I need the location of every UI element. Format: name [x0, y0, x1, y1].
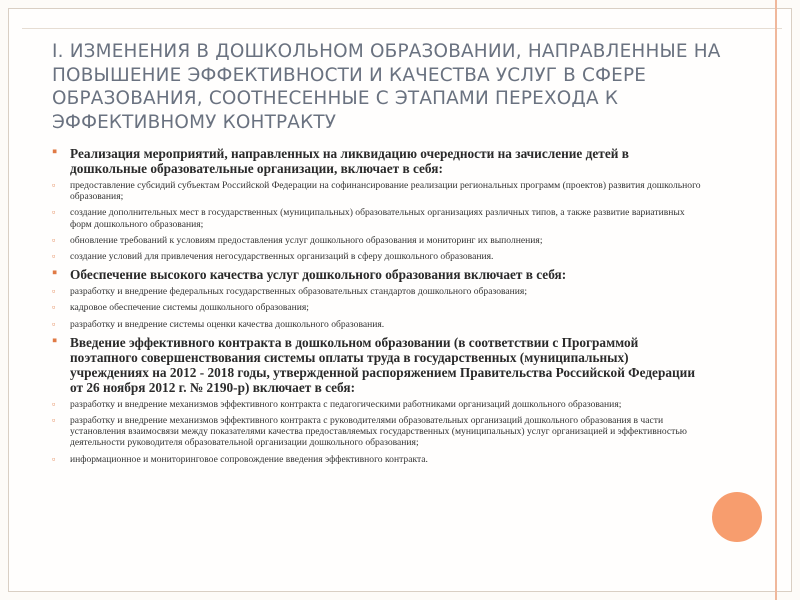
top-rule — [22, 28, 782, 29]
list-item — [52, 286, 702, 297]
list-item — [52, 415, 702, 449]
list-item-text: создание дополнительных мест в государственных (муниципальных) образовательных организациях различных типов, а также развитие вариативных форм дошкольного образования; — [70, 207, 685, 230]
bullet-icon: ▫ — [52, 415, 56, 426]
bullet-icon: ▫ — [52, 318, 56, 329]
bullet-icon: ▪ — [52, 144, 58, 160]
list-item — [52, 207, 702, 229]
bullet-icon: ▪ — [52, 332, 58, 349]
section-heading-text: Обеспечение высокого качества услуг дошкольного образования включает в себя: — [70, 267, 567, 283]
list-item-text: разработку и внедрение федеральных государственных образовательных стандартов дошкольного образования; — [70, 286, 527, 298]
section-heading — [52, 146, 702, 176]
list-item-text: создание условий для привлечения негосударственных организаций в сферу дошкольного образования. — [70, 251, 494, 263]
list-item-text: разработку и внедрение системы оценки качества дошкольного образования. — [70, 318, 385, 330]
list-item — [52, 454, 702, 465]
section-heading — [52, 267, 702, 282]
list-item-text: информационное и мониторинговое сопровождение введения эффективного контракта. — [70, 453, 428, 465]
bullet-icon: ▪ — [52, 265, 58, 282]
list-item — [52, 235, 702, 246]
bullet-icon: ▫ — [52, 453, 56, 464]
bullet-icon: ▫ — [52, 251, 56, 262]
bullet-icon: ▫ — [52, 180, 56, 190]
accent-bar — [775, 0, 777, 600]
slide-content — [52, 146, 702, 470]
bullet-icon: ▫ — [52, 398, 56, 409]
section-heading — [52, 332, 702, 395]
bullet-icon: ▫ — [52, 302, 56, 313]
list-item-text: обновление требований к условиям предоставления услуг дошкольного образования и мониторинг их выполнения; — [70, 234, 543, 246]
bullet-icon: ▫ — [52, 234, 56, 245]
bullet-icon: ▫ — [52, 286, 56, 297]
list-item — [52, 251, 702, 262]
list-item — [52, 319, 702, 330]
list-item-text: разработку и внедрение механизмов эффективного контракта с педагогическими работниками организаций дошкольного образования; — [70, 398, 622, 410]
section-heading-text: Введение эффективного контракта в дошкольном образовании (в соответствии с Программой поэтапного совершенствования системы оплаты труда в государственных (муниципальных) учреждениях на 2012 - 2018 годы, утвержденной распоряжением Правительства Российской Федерации от 26 ноября 2012 г. № 2190-р) включает в себя: — [70, 334, 695, 395]
list-item-text: предоставление субсидий субъектам Российской Федерации на софинансирование реализации региональных программ (проектов) развития дошкольного образования; — [70, 180, 701, 203]
accent-circle — [712, 492, 762, 542]
list-item-text: разработку и внедрение механизмов эффективного контракта с руководителями образовательных организаций дошкольного образования в части установления взаимосвязи между показателями качества предоставляемых государственных (муниципальных) услуг организацией и эффективностью деятельности руководителя образовательной организации дошкольного образования; — [70, 415, 687, 449]
bullet-icon: ▫ — [52, 207, 56, 218]
slide-title: I. ИЗМЕНЕНИЯ В ДОШКОЛЬНОМ ОБРАЗОВАНИИ, НАПРАВЛЕННЫЕ НА ПОВЫШЕНИЕ ЭФФЕКТИВНОСТИ И КАЧЕСТВА УСЛУГ В СФЕРЕ ОБРАЗОВАНИЯ, СООТНЕСЕННЫЕ С ЭТАПАМИ ПЕРЕХОДА К ЭФФЕКТИВНОМУ КОНТРАКТУ — [52, 41, 721, 133]
section-heading-text: Реализация мероприятий, направленных на ликвидацию очередности на зачисление детей в дошкольные образовательные организации, включает в себя: — [70, 146, 629, 176]
list-item — [52, 399, 702, 410]
list-item — [52, 180, 702, 202]
list-item — [52, 302, 702, 313]
list-item-text: кадровое обеспечение системы дошкольного образования; — [70, 302, 309, 314]
